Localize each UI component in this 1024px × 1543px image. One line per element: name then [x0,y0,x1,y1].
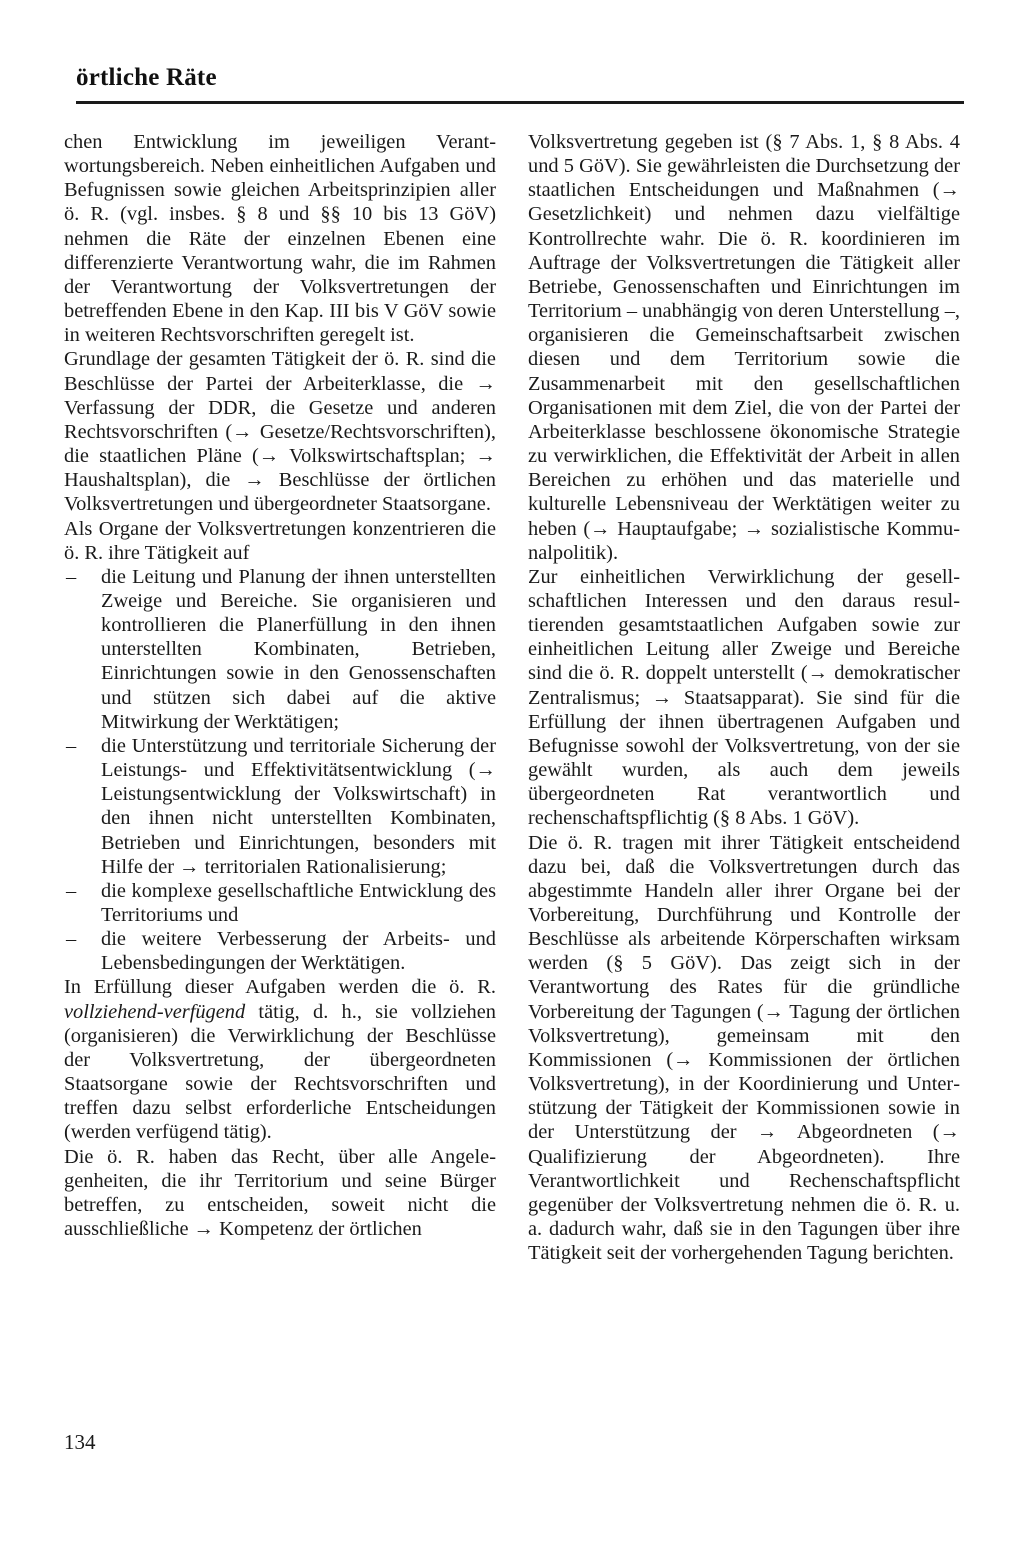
list-item [64,927,496,975]
left-column [64,130,496,1241]
paragraph: Die ö. R. haben das Recht, über alle Angelegenheiten, die ihr Territorium und seine Bürger betreffen, zu entscheiden, soweit nicht die ausschließliche → Kompetenz der örtlichen [64,1145,496,1241]
paragraph: Zur einheitlichen Verwirklichung der gesellschaftlichen Interessen und den daraus resultierenden gesamtstaatlichen Aufgaben sowie zur einheitlichen Leitung aller Zweige und Bereiche sind die ö. R. doppelt unterstellt (→ demokratischer Zentralismus; → Staatsapparat). Sie sind für die Erfüllung der ihnen übertragenen Aufgaben und Befugnisse sowohl der Volksvertretung, von der sie gewählt wurden, als auch dem jeweils übergeordneten Rat verantwortlich und rechenschaftspflichtig (§ 8 Abs. 1 GöV). [528,565,960,830]
list-item [64,565,496,734]
task-list [64,565,496,976]
list-item [64,879,496,927]
list-item [64,734,496,879]
list-item-text: die komplexe gesellschaftliche Entwicklung des Territoriums und [101,879,496,926]
right-column [528,130,960,1265]
page-number: 134 [64,1430,96,1454]
list-dash: – [66,565,77,588]
header-rule [76,101,964,104]
list-item-text: die Leitung und Planung der ihnen unterstellten Zweige und Bereiche. Sie organisieren und kontrollieren die Planerfüllung in den ihnen unterstellten Kombinaten, Betrieben, Einrichtungen sowie in den Genossenschaften und stützen sich dabei auf die aktive Mitwirkung der Werktätigen; [101,565,496,733]
list-item-text: die weitere Verbesserung der Arbeits- und Lebensbedingungen der Werktätigen. [101,928,496,975]
paragraph [64,975,496,1144]
emphasis-term: vollziehend-verfügend [64,1000,246,1023]
list-dash: – [66,879,77,902]
paragraph: Die ö. R. tragen mit ihrer Tätigkeit entscheidend dazu bei, daß die Volksvertretungen durch das abgestimmte Handeln aller ihrer Organe bei der Vorbereitung, Durchführung und Kontrolle der Beschlüsse als arbeitende Körperschaften wirksam werden (§ 5 GöV). Das zeigt sich in der Verantwortung des Rates für die gründliche Vorbereitung der Tagungen (→ Tagung der örtlichen Volksvertretung), gemeinsam mit den Kommissionen (→ Kommissionen der örtlichen Volksvertretung), in der Koordinierung und Unterstützung der Tätigkeit der Kommissionen sowie in der Unterstützung der → Abgeordneten (→ Qualifizierung der Abgeordneten). Ihre Verantwortlichkeit und Rechenschaftspflicht gegenüber der Volksvertretung nehmen die ö. R. u. a. dadurch wahr, daß sie in den Tagungen über ihre Tätigkeit seit der vorhergehenden Tagung berichten. [528,831,960,1265]
list-item-text: die Unterstützung und territoriale Sicherung der Leistungs- und Effektivitätsentwicklung (→ Leistungsentwicklung der Volkswirtschaft) in den ihnen nicht unterstellten Kombinaten, Betrieben und Einrichtungen, besonders mit Hilfe der → territorialen Rationalisierung; [101,734,496,878]
paragraph-text: tätig, d. h., sie vollziehen (organisieren) die Verwirklichung der Beschlüsse der Volksvertretung, der übergeordneten Staatsorgane sowie der Rechtsvorschriften und treffen dazu selbst erforderliche Entscheidungen (werden verfügend tätig). [64,1000,496,1144]
paragraph: Volksvertretung gegeben ist (§ 7 Abs. 1, § 8 Abs. 4 und 5 GöV). Sie gewährleisten die Durchsetzung der staatlichen Entscheidungen und Maßnahmen (→ Gesetzlichkeit) und nehmen dazu vielfältige Kontrollrechte wahr. Die ö. R. koordinieren im Auftrage der Volksvertretungen die Tätigkeit aller Betriebe, Genossenschaften und Einrichtungen im Territorium – unabhängig von deren Unterstellung –, organisieren die Gemeinschaftsarbeit zwischen diesen und dem Territorium sowie die Zusammenarbeit mit den gesellschaftlichen Organisationen mit dem Ziel, die von der Partei der Arbeiterklasse beschlossene ökonomische Strategie zu verwirklichen, die Effektivität der Arbeit in allen Bereichen zu erhöhen und das materielle und kulturelle Lebensniveau der Werktätigen weiter zu heben (→ Hauptaufgabe; → sozialistische Kommunalpolitik). [528,131,960,564]
paragraph: chen Entwicklung im jeweiligen Verantwortungsbereich. Neben einheitlichen Aufgaben und Befugnissen sowie gleichen Arbeitsprinzipien aller ö. R. (vgl. insbes. § 8 und §§ 10 bis 13 GöV) nehmen die Räte der einzelnen Ebenen eine differenzierte Verantwortung wahr, die im Rahmen der Verantwortung der Volksvertretungen der betreffenden Ebene in den Kap. III bis V GöV sowie in weiteren Rechtsvorschriften geregelt ist. [64,131,496,347]
list-dash: – [66,928,77,951]
paragraph: Als Organe der Volksvertretungen konzentrieren die ö. R. ihre Tätigkeit auf [64,517,496,564]
list-dash: – [66,734,77,757]
paragraph: Grundlage der gesamten Tätigkeit der ö. R. sind die Beschlüsse der Partei der Arbeiterklasse, die → Verfassung der DDR, die Gesetze und anderen Rechtsvorschriften (→ Gesetze/Rechtsvorschriften), die staatlichen Pläne (→ Volkswirtschaftsplan; → Haushaltsplan), die → Beschlüsse der örtlichen Volksvertretungen und übergeordneter Staatsorgane. [64,348,496,516]
paragraph-text: In Erfüllung dieser Aufgaben werden die ö. R. [64,976,496,999]
page-header-title: örtliche Räte [76,64,217,91]
